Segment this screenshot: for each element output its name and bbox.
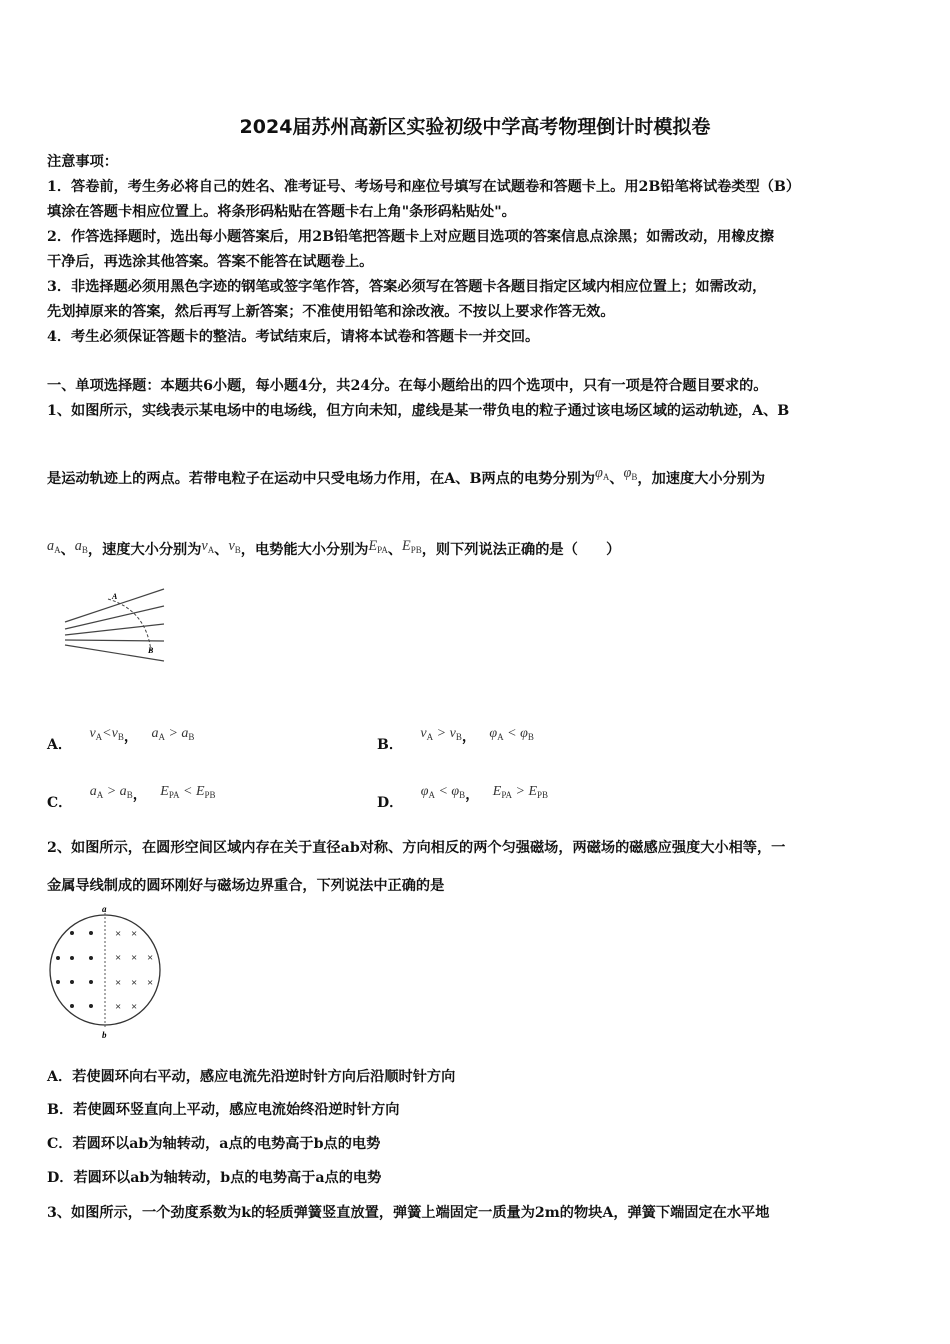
q3-line1: 3、如图所示，一个劲度系数为k的轻质弹簧竖直放置，弹簧上端固定一质量为2m的物块A，弹簧下端固定在水平地: [47, 1205, 770, 1221]
option-expr: $\varphi_A < \varphi_B$: [420, 784, 466, 800]
page-title: 2024届苏州高新区实验初级中学高考物理倒计时模拟卷: [239, 116, 711, 138]
q1-option-c[interactable]: [47, 780, 216, 811]
notice-line: 干净后，再选涂其他答案。答案不能答在试题卷上。: [47, 254, 374, 270]
comma: ，: [465, 787, 480, 803]
phi-a-symbol: $\varphi_A$: [594, 465, 610, 482]
a-b-symbol: $a_B$: [74, 538, 88, 555]
diameter-bottom-label: b: [102, 1030, 107, 1040]
q1-line3: [47, 537, 620, 559]
q1-line1: 1、如图所示，实线表示某电场中的电场线，但方向未知，虚线是某一带负电的粒子通过该电场区域的运动轨迹，A、B: [47, 403, 790, 419]
notice-line: 1．答卷前，考生务必将自己的姓名、准考证号、考场号和座位号填写在试题卷和答题卡上。用2B铅笔将试卷类型（B）: [47, 179, 801, 195]
q2-option-c[interactable]: C．若圆环以ab为轴转动，a点的电势高于b点的电势: [47, 1136, 381, 1152]
option-label: D．: [377, 795, 404, 811]
notice-line: 2．作答选择题时，选出每小题答案后，用2B铅笔把答题卡上对应题目选项的答案信息点涂黑；如需改动，用橡皮擦: [47, 229, 774, 245]
point-a-label: A: [112, 592, 118, 601]
v-b-symbol: $v_B$: [228, 538, 241, 555]
q2-magnetic-field-figure: [45, 903, 170, 1040]
q1-option-b[interactable]: [377, 722, 534, 753]
comma: ，: [123, 729, 138, 745]
option-expr: $v_A<v_B$: [89, 726, 124, 742]
notice-line: 填涂在答题卡相应位置上。将条形码粘贴在答题卡右上角"条形码粘贴处"。: [47, 204, 516, 220]
q2-option-b[interactable]: B．若使圆环竖直向上平动，感应电流始终沿逆时针方向: [47, 1102, 400, 1118]
q2-line1: 2、如图所示，在圆形空间区域内存在关于直径ab对称、方向相反的两个匀强磁场，两磁场的磁感应强度大小相等，一: [47, 840, 786, 856]
option-label: A．: [47, 737, 72, 753]
q1-line2-text: 是运动轨迹上的两点。若带电粒子在运动中只受电场力作用，在A、B两点的电势分别为: [47, 471, 595, 487]
svg-text:×: ×: [131, 952, 138, 964]
point-b-label: B: [148, 646, 154, 655]
option-expr: $E_{PA} < E_{PB}$: [160, 784, 216, 800]
q1-line3-energy: ，电势能大小分别为: [240, 542, 369, 558]
option-expr: $a_A > a_B$: [89, 784, 133, 800]
svg-text:×: ×: [115, 1001, 122, 1013]
section-heading: 一、单项选择题：本题共6小题，每小题4分，共24分。在每小题给出的四个选项中，只有一项是符合题目要求的。: [47, 378, 768, 394]
notice-line: 先划掉原来的答案，然后再写上新答案；不准使用铅笔和涂改液。不按以上要求作答无效。: [47, 304, 615, 320]
option-expr: $a_A > a_B$: [151, 726, 195, 742]
svg-text:×: ×: [115, 977, 122, 989]
option-expr: $v_A > v_B$: [420, 726, 462, 742]
separator: 、: [387, 542, 403, 558]
phi-b-symbol: $\varphi_B$: [623, 465, 638, 482]
q1-line3-speed: ，速度大小分别为: [87, 542, 202, 558]
epa-symbol: $E_{PA}$: [368, 538, 388, 555]
svg-text:×: ×: [115, 928, 122, 940]
notice-heading: 注意事项：: [47, 154, 118, 170]
svg-text:×: ×: [115, 952, 122, 964]
epb-symbol: $E_{PB}$: [402, 538, 422, 555]
q1-field-figure: [60, 585, 170, 665]
separator: 、: [214, 542, 229, 558]
q1-line3-tail: ，则下列说法正确的是（ ）: [421, 542, 621, 558]
option-expr: $E_{PA} > E_{PB}$: [492, 784, 549, 800]
svg-text:×: ×: [131, 928, 138, 940]
svg-text:×: ×: [147, 952, 154, 964]
diameter-top-label: a: [102, 904, 107, 914]
option-expr: $\varphi_A < \varphi_B$: [489, 726, 534, 742]
v-a-symbol: $v_A$: [201, 538, 215, 555]
separator: 、: [609, 471, 624, 487]
q2-line2: 金属导线制成的圆环刚好与磁场边界重合，下列说法中正确的是: [47, 878, 445, 894]
a-a-symbol: $a_A$: [47, 538, 61, 555]
notice-line: 4．考生必须保证答题卡的整洁。考试结束后，请将本试卷和答题卡一并交回。: [47, 329, 540, 345]
option-label: C．: [47, 795, 73, 811]
q2-option-a[interactable]: A．若使圆环向右平动，感应电流先沿逆时针方向后沿顺时针方向: [47, 1069, 456, 1085]
svg-text:×: ×: [147, 977, 154, 989]
q1-line2-tail: ，加速度大小分别为: [637, 471, 766, 487]
notice-line: 3．非选择题必须用黑色字迹的钢笔或签字笔作答，答案必须写在答题卡各题目指定区域内相应位置上；如需改动，: [47, 279, 767, 295]
svg-text:×: ×: [131, 1001, 138, 1013]
q1-option-d[interactable]: [377, 780, 549, 811]
comma: ，: [132, 787, 147, 803]
comma: ，: [461, 729, 476, 745]
option-label: B．: [377, 737, 403, 753]
q1-line2: [47, 464, 765, 488]
q2-option-d[interactable]: D．若圆环以ab为轴转动，b点的电势高于a点的电势: [47, 1170, 382, 1186]
svg-text:×: ×: [131, 977, 138, 989]
q1-option-a[interactable]: [47, 722, 195, 753]
separator: 、: [60, 542, 75, 558]
